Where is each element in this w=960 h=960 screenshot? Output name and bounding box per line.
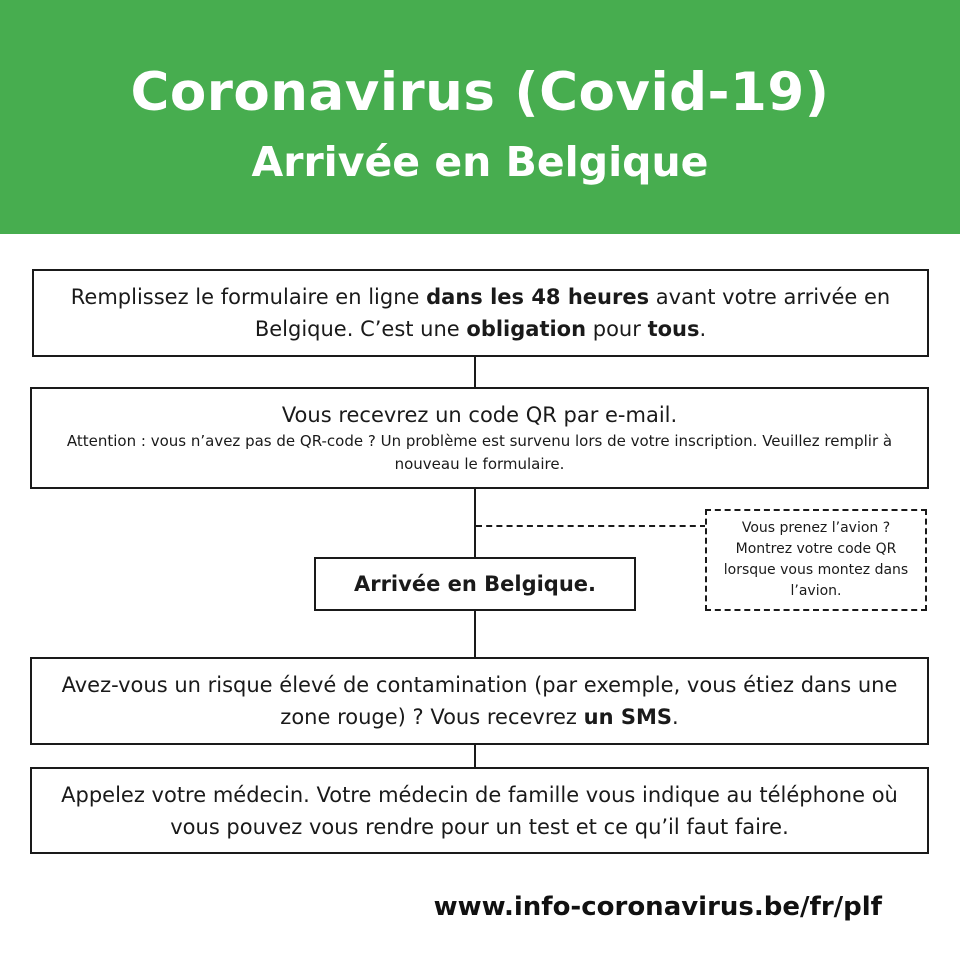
step-5-text: Appelez votre médecin. Votre médecin de famille vous indique au téléphone où vous pouvez vous rendre pour un test et ce qu’il faut faire. bbox=[61, 782, 898, 839]
step-4-risk-sms bbox=[30, 657, 929, 745]
step-1-text-part1: Remplissez le formulaire en ligne bbox=[70, 285, 427, 309]
page-title: Coronavirus (Covid-19) bbox=[130, 62, 830, 123]
connector-3-4 bbox=[474, 610, 476, 658]
step-4-text-sms: un SMS bbox=[583, 705, 672, 729]
step-1-text-everyone: tous bbox=[647, 317, 700, 341]
step-2-note-text: Attention : vous n’avez pas de QR-code ? Un problème est survenu lors de votre inscription. Veuillez remplir à nouveau le formulaire. bbox=[66, 432, 893, 473]
step-1-text-obligation: obligation bbox=[466, 317, 587, 341]
side-note-text: Vous prenez l’avion ? Montrez votre code QR lorsque vous montez dans l’avion. bbox=[723, 520, 909, 599]
step-1-text-part2: avant votre arrivée en Belgique. C’est une bbox=[254, 285, 891, 341]
step-1-text-part3: pour bbox=[586, 317, 648, 341]
connector-4-5 bbox=[474, 744, 476, 768]
step-1-text bbox=[34, 281, 927, 345]
page-subtitle: Arrivée en Belgique bbox=[251, 138, 709, 186]
step-4-text bbox=[32, 669, 927, 733]
side-note-plane bbox=[705, 509, 927, 611]
step-4-text-part1: Avez-vous un risque élevé de contamination (par exemple, vous étiez dans une zone rouge) ? Vous recevrez bbox=[61, 673, 898, 729]
step-3-arrival bbox=[314, 557, 636, 611]
step-2-qr-code bbox=[30, 387, 929, 489]
footer-url-link[interactable]: www.info-coronavirus.be/fr/plf bbox=[433, 892, 882, 922]
step-1-text-deadline: dans les 48 heures bbox=[426, 285, 650, 309]
step-5-call-doctor bbox=[30, 767, 929, 854]
connector-1-2 bbox=[474, 356, 476, 388]
step-4-text-part2: . bbox=[672, 705, 679, 729]
step-1-fill-form bbox=[32, 269, 929, 357]
step-2-main-text: Vous recevrez un code QR par e-mail. bbox=[281, 403, 678, 427]
step-3-text: Arrivée en Belgique. bbox=[353, 572, 597, 596]
header-banner bbox=[0, 0, 960, 234]
connector-2-3 bbox=[474, 488, 476, 558]
side-note-connector bbox=[476, 525, 706, 527]
step-1-text-part4: . bbox=[699, 317, 707, 341]
